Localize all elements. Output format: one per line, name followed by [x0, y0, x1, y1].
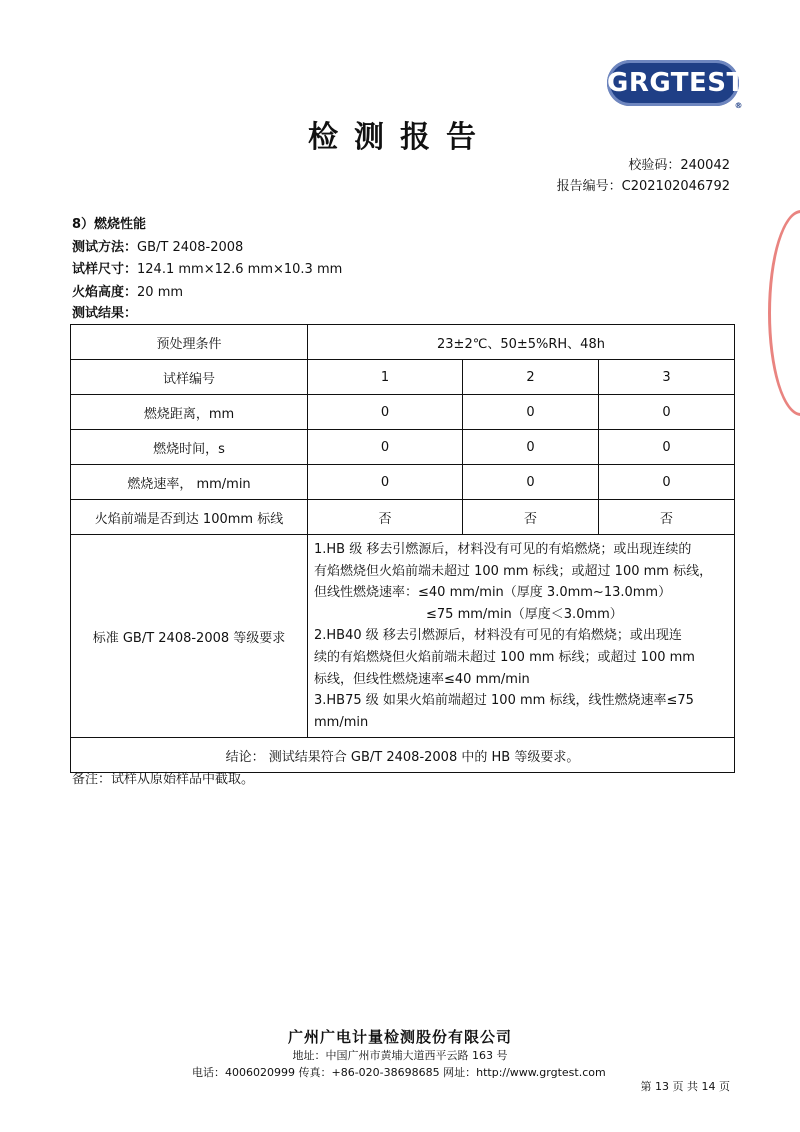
table-cell: 0 [599, 395, 735, 430]
precondition-value: 23±2℃、50±5%RH、48h [308, 325, 735, 360]
table-row [71, 535, 735, 738]
table-cell: 0 [463, 395, 599, 430]
results-label: 测试结果： [72, 306, 138, 321]
test-method: 测试方法：GB/T 2408-2008 [72, 240, 244, 255]
flame-height: 火焰高度：20 mm [72, 285, 184, 300]
table-cell: 0 [308, 465, 463, 500]
check-code: 校验码：240042 [628, 158, 730, 173]
table-cell: 3 [599, 360, 735, 395]
table-cell: 1 [308, 360, 463, 395]
conclusion: 结论： 测试结果符合 GB/T 2408-2008 中的 HB 等级要求。 [71, 738, 735, 773]
row-label: 燃烧速率， mm/min [71, 465, 308, 500]
standard-line: 1.HB 级 移去引燃源后，材料没有可见的有焰燃烧；或出现连续的 [314, 542, 692, 557]
table-row [71, 360, 735, 395]
standard-line: 但线性燃烧速率：≤40 mm/min（厚度 3.0mm~13.0mm） [314, 585, 672, 601]
section-heading: 8）燃烧性能 [72, 217, 147, 232]
table-cell: 0 [599, 465, 735, 500]
standard-line: 续的有焰燃烧但火焰前端未超过 100 mm 标线；或超过 100 mm [314, 649, 695, 665]
standard-line: 2.HB40 级 移去引燃源后，材料没有可见的有焰燃烧；或出现连 [314, 628, 682, 644]
company-name: 广州广电计量检测股份有限公司 [287, 1028, 512, 1046]
table-row [71, 325, 735, 360]
table-cell: 否 [463, 500, 599, 535]
remark: 备注：试样从原始样品中截取。 [72, 772, 255, 787]
table-cell: 0 [308, 395, 463, 430]
table-cell: 否 [308, 500, 463, 535]
company-contact: 电话：4006020999 传真：+86-020-38698685 网址：http://www.grgtest.com [192, 1066, 606, 1079]
table-row [71, 465, 735, 500]
table-cell: 0 [463, 430, 599, 465]
page-number: 第 13 页 共 14 页 [640, 1080, 730, 1093]
standard-line: ≤75 mm/min（厚度＜3.0mm） [426, 606, 623, 622]
seal-stamp [768, 210, 800, 416]
standard-requirements [308, 535, 735, 738]
report-title: 检测报告 [308, 120, 492, 155]
company-logo: GRGTEST ® [607, 60, 739, 106]
row-label: 火焰前端是否到达 100mm 标线 [71, 500, 308, 535]
report-number: 报告编号：C202102046792 [556, 179, 730, 194]
standard-line: 标线，但线性燃烧速率≤40 mm/min [314, 671, 530, 687]
table-cell: 否 [599, 500, 735, 535]
standard-label: 标准 GB/T 2408-2008 等级要求 [71, 535, 308, 738]
company-address: 地址：中国广州市黄埔大道西平云路 163 号 [292, 1049, 508, 1062]
table-cell: 0 [599, 430, 735, 465]
table-row [71, 395, 735, 430]
standard-line: mm/min [314, 714, 369, 730]
standard-line: 3.HB75 级 如果火焰前端超过 100 mm 标线，线性燃烧速率≤75 [314, 693, 694, 709]
row-label: 燃烧时间，s [71, 430, 308, 465]
precondition-label: 预处理条件 [71, 325, 308, 360]
table-row [71, 500, 735, 535]
table-cell: 0 [463, 465, 599, 500]
sample-size: 试样尺寸：124.1 mm×12.6 mm×10.3 mm [72, 262, 343, 277]
row-label: 试样编号 [71, 360, 308, 395]
table-row [71, 430, 735, 465]
results-table [70, 324, 735, 773]
table-cell: 0 [308, 430, 463, 465]
row-label: 燃烧距离，mm [71, 395, 308, 430]
table-cell: 2 [463, 360, 599, 395]
standard-line: 有焰燃烧但火焰前端未超过 100 mm 标线；或超过 100 mm 标线， [314, 563, 713, 579]
